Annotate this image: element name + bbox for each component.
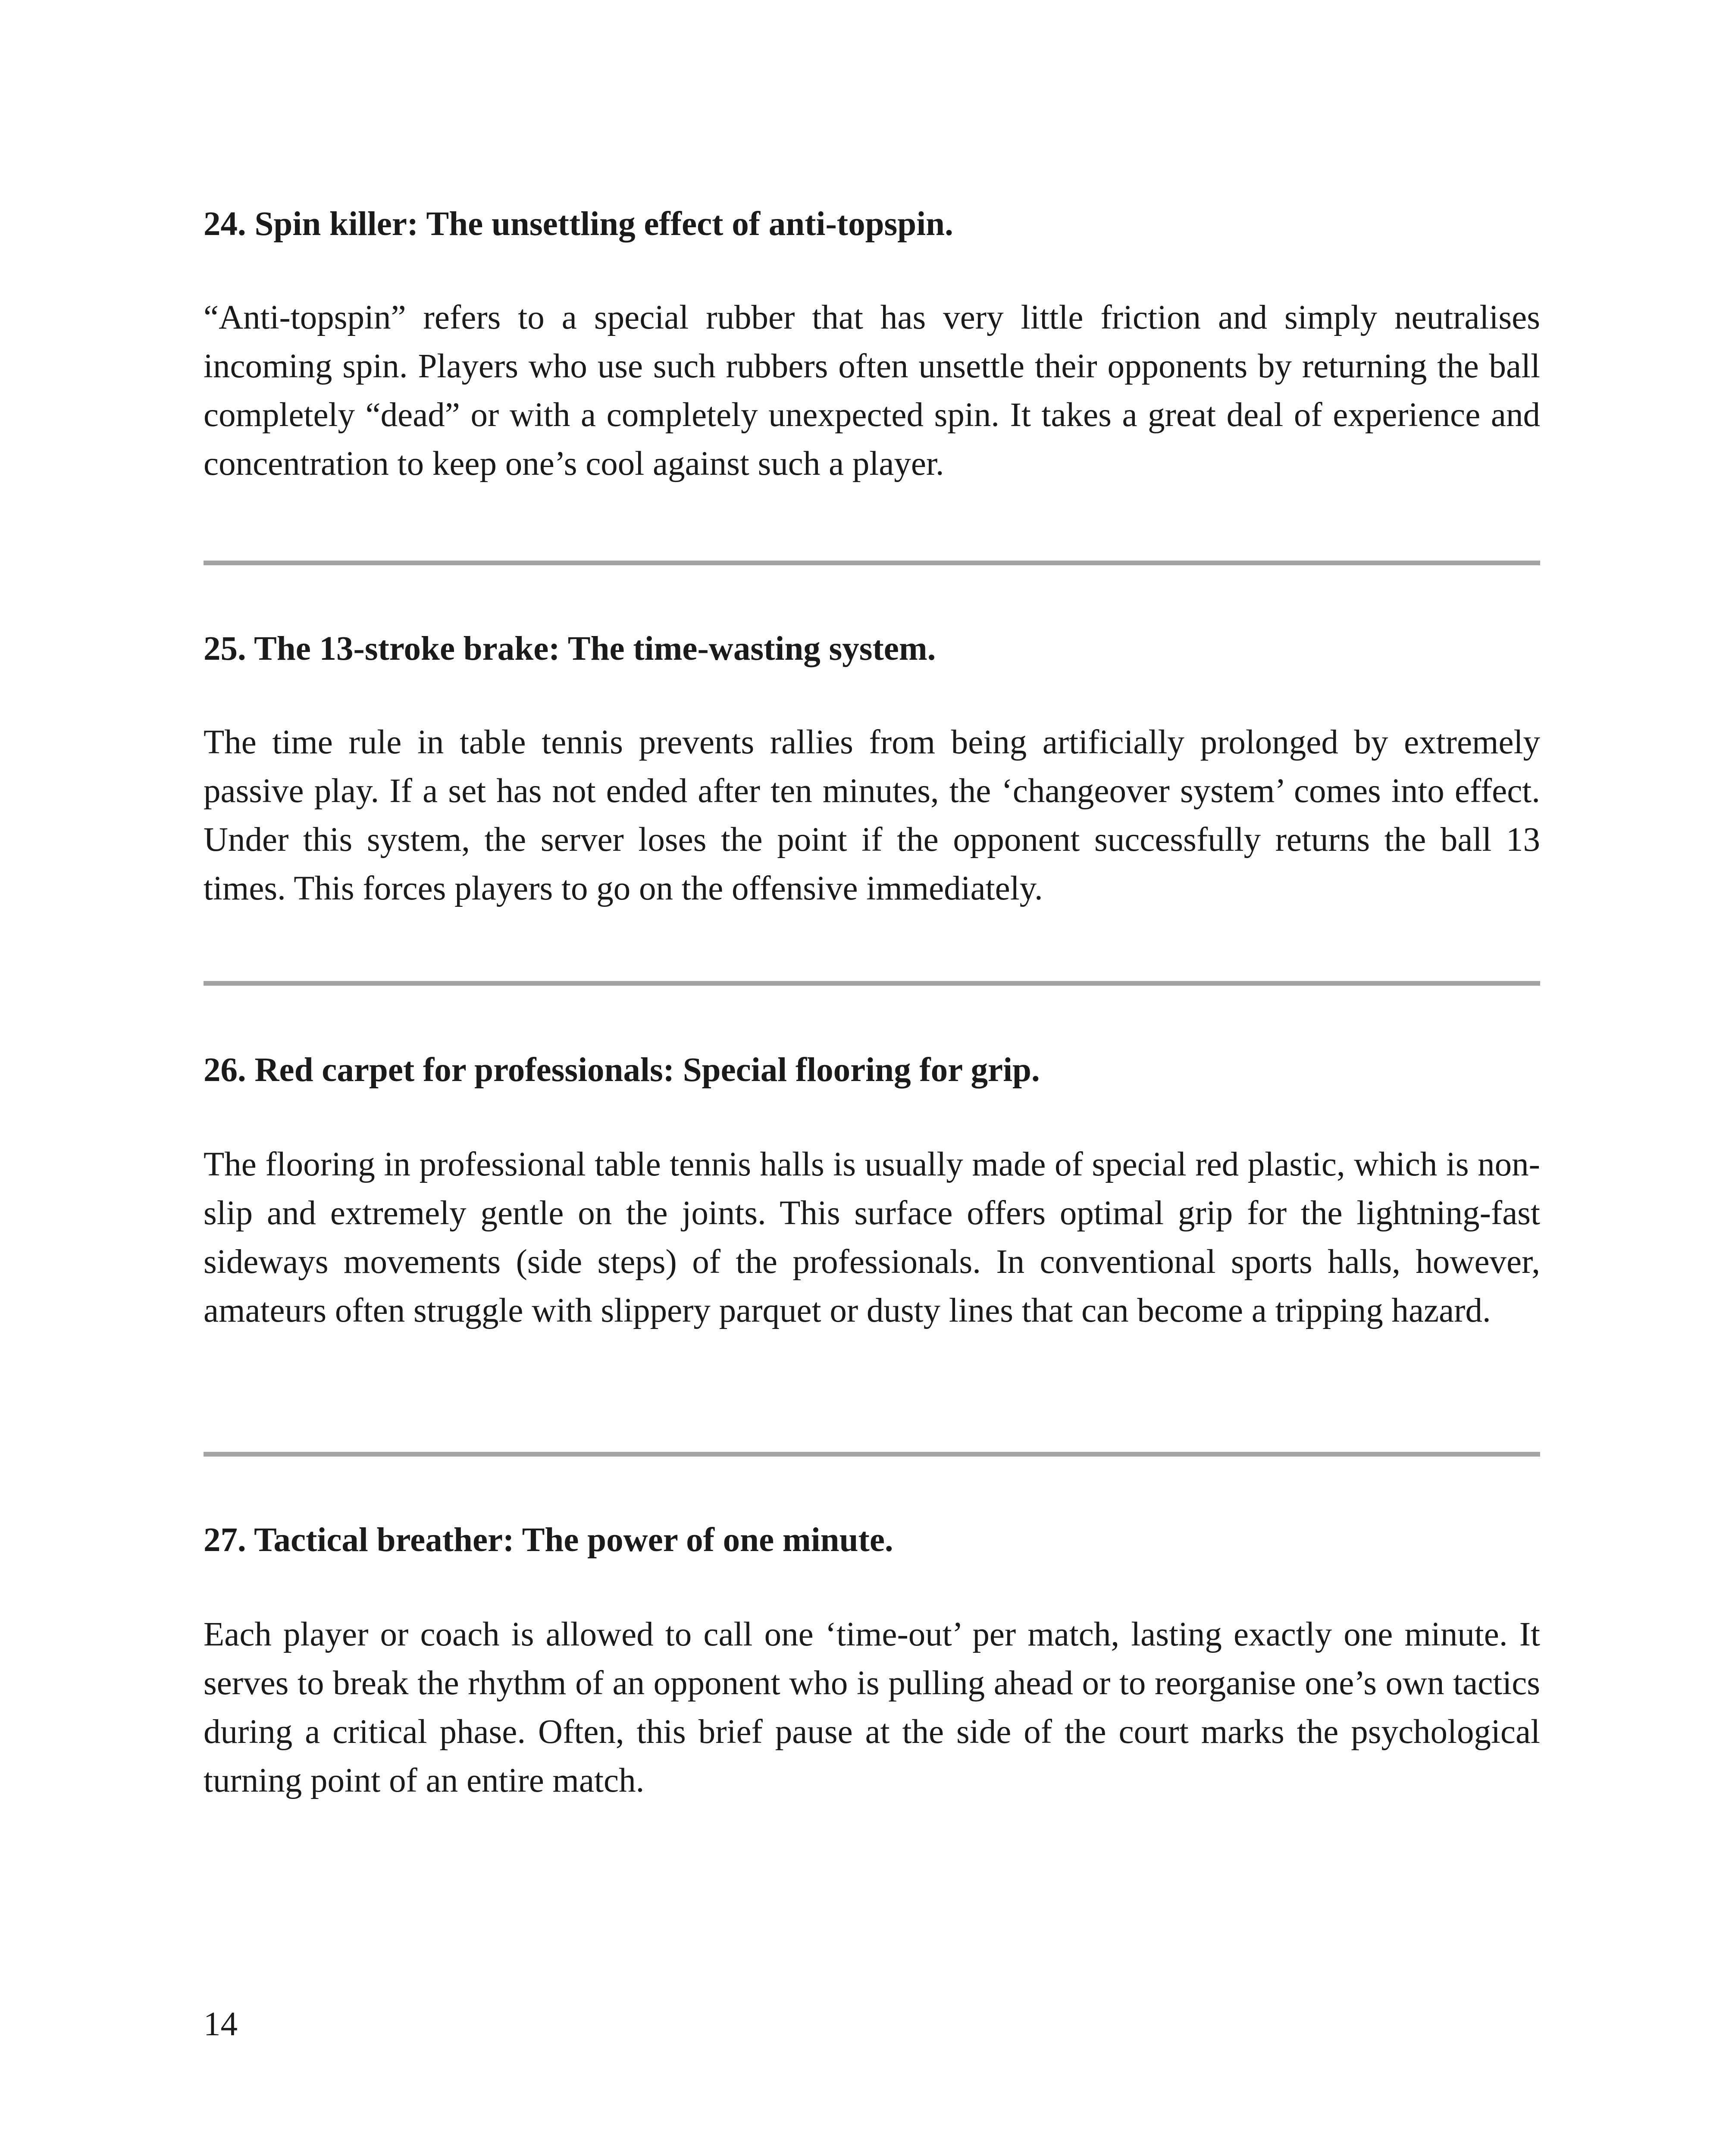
section-25 [204,627,1540,907]
page-number: 14 [204,2006,238,2043]
section-body: Each player or coach is allowed to call one ‘time-out’ per match, lasting exactly one minute. It serves to break the rhythm of an opponent who is pulling ahead or to reorganise one’s own tactics during a critical phase. Often, this brief pause at the side of the court marks the psychological turning point of an entire match. [204,1616,1540,1799]
section-27 [204,1519,1540,1799]
section-divider [204,981,1540,986]
section-heading: 26. Red carpet for professionals: Special flooring for grip. [204,1051,1040,1089]
section-divider [204,561,1540,565]
section-divider [204,1452,1540,1457]
section-heading: 24. Spin killer: The unsettling effect of anti-topspin. [204,205,953,243]
section-body: The flooring in professional table tennis halls is usually made of special red plastic, which is non-slip and extremely gentle on the joints. This surface offers optimal grip for the lightning-fast sideways movements (side steps) of the professionals. In conventional sports halls, however, amateurs often struggle with slippery parquet or dusty lines that can become a tripping hazard. [204,1146,1540,1329]
section-heading: 25. The 13-stroke brake: The time-wasting system. [204,630,936,667]
section-body: The time rule in table tennis prevents rallies from being artificially prolonged by extremely passive play. If a set has not ended after ten minutes, the ‘changeover system’ comes into effect. Under this system, the server loses the point if the opponent successfully returns the ball 13 times. This forces players to go on the offensive immediately. [204,724,1540,907]
section-heading: 27. Tactical breather: The power of one minute. [204,1521,893,1559]
section-body: “Anti-topspin” refers to a special rubber that has very little friction and simply neutralises incoming spin. Players who use such rubbers often unsettle their opponents by returning the ball completely “dead” or with a completely unexpected spin. It takes a great deal of experience and concentration to keep one’s cool against such a player. [204,299,1540,483]
section-26 [204,1049,1540,1329]
section-24 [204,203,1540,483]
